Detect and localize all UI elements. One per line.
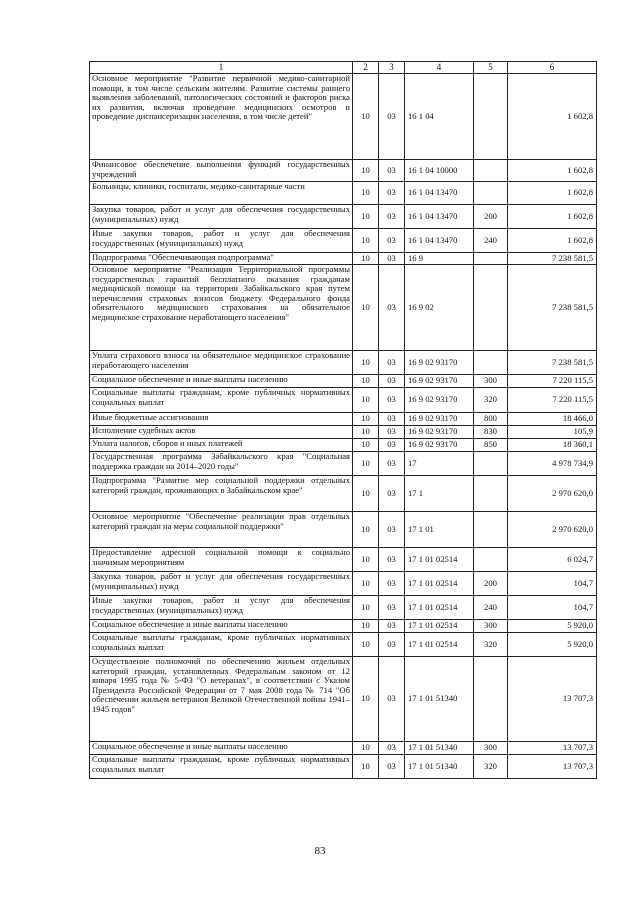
row-name: Иные закупки товаров, работ и услуг для обеспечения государственных (муниципальных) нужд: [90, 596, 353, 620]
header-cell-1: 1: [90, 62, 353, 74]
row-target-code: 17 1: [405, 476, 474, 512]
row-amount: 104,7: [508, 572, 597, 596]
page-number: 83: [314, 845, 326, 857]
row-amount: 7 220 115,5: [508, 375, 597, 388]
row-target-code: 16 1 04 13470: [405, 182, 474, 205]
row-expense-type: 800: [474, 413, 508, 426]
row-subsection: 03: [379, 375, 405, 388]
row-amount: 6 024,7: [508, 548, 597, 572]
row-section: 10: [353, 74, 379, 160]
row-amount: 1 602,8: [508, 74, 597, 160]
row-subsection: 03: [379, 351, 405, 375]
row-section: 10: [353, 413, 379, 426]
row-expense-type: [474, 548, 508, 572]
row-target-code: 17 1 01: [405, 512, 474, 548]
row-expense-type: 200: [474, 205, 508, 229]
table-row: [90, 351, 597, 375]
row-target-code: 16 9 02 93170: [405, 426, 474, 439]
row-expense-type: 320: [474, 388, 508, 413]
row-name: Основное мероприятие "Развитие первичной медико-санитарной помощи, в том числе сельским жителям. Развитие системы раннего выявления заболеваний, патологических состояний и факторов риска их развития, включая проведение медицинских осмотров и проведение диспансеризации населения, в том числе детей": [90, 74, 353, 160]
table-row: [90, 633, 597, 657]
header-cell-3: 3: [379, 62, 405, 74]
row-target-code: 16 9 02 93170: [405, 375, 474, 388]
row-amount: 7 238 581,5: [508, 253, 597, 265]
row-name: Основное мероприятие "Обеспечение реализации прав отдельных категорий граждан на меры социальной поддержки": [90, 512, 353, 548]
row-subsection: 03: [379, 452, 405, 476]
row-expense-type: 320: [474, 755, 508, 779]
row-name: Социальные выплаты гражданам, кроме публичных нормативных социальных выплат: [90, 633, 353, 657]
row-name: Социальное обеспечение и иные выплаты населению: [90, 375, 353, 388]
row-name: Подпрограмма "Развитие мер социальной поддержки отдельных категорий граждан, проживающих в Забайкальском крае": [90, 476, 353, 512]
row-expense-type: [474, 265, 508, 351]
row-subsection: 03: [379, 512, 405, 548]
row-name: Социальное обеспечение и иные выплаты населению: [90, 620, 353, 633]
row-name: Иные бюджетные ассигнования: [90, 413, 353, 426]
row-section: 10: [353, 160, 379, 182]
row-expense-type: 240: [474, 596, 508, 620]
table-row: [90, 375, 597, 388]
row-name: Предоставление адресной социальной помощи к социально значимым мероприятиям: [90, 548, 353, 572]
row-name: Финансовое обеспечение выполнения функций государственных учреждений: [90, 160, 353, 182]
row-section: 10: [353, 596, 379, 620]
row-target-code: 17 1 01 02514: [405, 620, 474, 633]
row-name: Закупка товаров, работ и услуг для обеспечения государственных (муниципальных) нужд: [90, 572, 353, 596]
row-name: Основное мероприятие "Реализация Территориальной программы государственных гарантий бесплатного оказания гражданам медицинской помощи на территории Забайкальского края путем перечисления страховых взносов бюджету Федерального фонда обязательного медицинского страхования на обязательное медицинское страхование неработающего населения": [90, 265, 353, 351]
row-amount: 2 970 620,0: [508, 476, 597, 512]
row-amount: 7 220 115,5: [508, 388, 597, 413]
row-expense-type: [474, 74, 508, 160]
table-row: [90, 512, 597, 548]
table-row: [90, 388, 597, 413]
row-amount: 1 602,8: [508, 229, 597, 253]
row-name: Иные закупки товаров, работ и услуг для обеспечения государственных (муниципальных) нужд: [90, 229, 353, 253]
row-target-code: 16 9 02 93170: [405, 351, 474, 375]
row-section: 10: [353, 388, 379, 413]
row-name: Закупка товаров, работ и услуг для обеспечения государственных (муниципальных) нужд: [90, 205, 353, 229]
row-target-code: 17: [405, 452, 474, 476]
row-amount: 1 602,8: [508, 182, 597, 205]
table-row: [90, 413, 597, 426]
table-row: [90, 572, 597, 596]
row-amount: 2 970 620,0: [508, 512, 597, 548]
row-target-code: 17 1 01 02514: [405, 633, 474, 657]
row-target-code: 16 9 02 93170: [405, 388, 474, 413]
row-amount: 13 707,3: [508, 755, 597, 779]
table-row: [90, 620, 597, 633]
row-amount: 18 360,1: [508, 439, 597, 452]
row-section: 10: [353, 426, 379, 439]
row-amount: 7 238 581,5: [508, 351, 597, 375]
row-section: 10: [353, 633, 379, 657]
row-name: Исполнение судебных актов: [90, 426, 353, 439]
row-name: Уплата налогов, сборов и иных платежей: [90, 439, 353, 452]
row-expense-type: 300: [474, 375, 508, 388]
row-expense-type: [474, 160, 508, 182]
row-name: Осуществление полномочий по обеспечению жильем отдельных категорий граждан, установленных Федеральным законом от 12 января 1995 года № 5-ФЗ "О ветеранах", в соответствии с Указом Президента Российской Федерации от 7 мая 2008 года № 714 "Об обеспечении жильем ветеранов Великой Отечественной войны 1941–1945 годов": [90, 657, 353, 742]
row-expense-type: 300: [474, 620, 508, 633]
row-subsection: 03: [379, 633, 405, 657]
table-row: [90, 755, 597, 779]
row-subsection: 03: [379, 657, 405, 742]
row-section: 10: [353, 476, 379, 512]
row-target-code: 16 1 04 13470: [405, 205, 474, 229]
row-amount: 18 466,0: [508, 413, 597, 426]
row-amount: 7 238 581,5: [508, 265, 597, 351]
row-expense-type: [474, 182, 508, 205]
row-amount: 4 978 734,9: [508, 452, 597, 476]
row-name: Социальные выплаты гражданам, кроме публичных нормативных социальных выплат: [90, 388, 353, 413]
row-expense-type: [474, 351, 508, 375]
row-target-code: 17 1 01 02514: [405, 572, 474, 596]
table-row: [90, 452, 597, 476]
row-subsection: 03: [379, 229, 405, 253]
row-subsection: 03: [379, 742, 405, 755]
row-section: 10: [353, 182, 379, 205]
row-subsection: 03: [379, 548, 405, 572]
row-target-code: 16 1 04 10000: [405, 160, 474, 182]
table-row: [90, 548, 597, 572]
row-target-code: 16 1 04: [405, 74, 474, 160]
row-expense-type: [474, 452, 508, 476]
row-section: 10: [353, 253, 379, 265]
row-subsection: 03: [379, 74, 405, 160]
row-section: 10: [353, 351, 379, 375]
table-row: [90, 742, 597, 755]
table-row: [90, 426, 597, 439]
row-subsection: 03: [379, 572, 405, 596]
table-row: [90, 253, 597, 265]
row-amount: 13 707,3: [508, 742, 597, 755]
row-expense-type: 200: [474, 572, 508, 596]
row-subsection: 03: [379, 413, 405, 426]
row-target-code: 16 9 02 93170: [405, 413, 474, 426]
row-subsection: 03: [379, 755, 405, 779]
row-expense-type: [474, 657, 508, 742]
row-subsection: 03: [379, 439, 405, 452]
row-subsection: 03: [379, 388, 405, 413]
row-subsection: 03: [379, 253, 405, 265]
row-section: 10: [353, 620, 379, 633]
row-section: 10: [353, 375, 379, 388]
row-target-code: 16 9: [405, 253, 474, 265]
table-row: [90, 476, 597, 512]
row-target-code: 16 1 04 13470: [405, 229, 474, 253]
table-row: [90, 74, 597, 160]
row-amount: 104,7: [508, 596, 597, 620]
row-expense-type: 240: [474, 229, 508, 253]
table-row: [90, 657, 597, 742]
row-amount: 105,9: [508, 426, 597, 439]
row-name: Государственная программа Забайкальского края "Социальная поддержка граждан на 2014–2020 годы": [90, 452, 353, 476]
row-subsection: 03: [379, 205, 405, 229]
row-expense-type: 830: [474, 426, 508, 439]
row-name: Подпрограмма "Обеспечивающая подпрограмма": [90, 253, 353, 265]
budget-table: [89, 61, 597, 779]
header-cell-2: 2: [353, 62, 379, 74]
row-subsection: 03: [379, 265, 405, 351]
row-name: Уплата страхового взноса на обязательное медицинское страхование неработающего населения: [90, 351, 353, 375]
row-name: Социальные выплаты гражданам, кроме публичных нормативных социальных выплат: [90, 755, 353, 779]
row-expense-type: [474, 253, 508, 265]
table-row: [90, 596, 597, 620]
row-section: 10: [353, 548, 379, 572]
row-target-code: 17 1 01 02514: [405, 548, 474, 572]
row-section: 10: [353, 439, 379, 452]
row-target-code: 17 1 01 51340: [405, 742, 474, 755]
header-cell-5: 5: [474, 62, 508, 74]
row-target-code: 17 1 01 02514: [405, 596, 474, 620]
row-section: 10: [353, 572, 379, 596]
header-cell-6: 6: [508, 62, 597, 74]
row-amount: 1 602,8: [508, 160, 597, 182]
header-row: [90, 62, 597, 74]
row-subsection: 03: [379, 182, 405, 205]
row-target-code: 17 1 01 51340: [405, 755, 474, 779]
row-section: 10: [353, 657, 379, 742]
row-expense-type: [474, 476, 508, 512]
row-subsection: 03: [379, 596, 405, 620]
row-expense-type: 300: [474, 742, 508, 755]
row-amount: 5 920,0: [508, 620, 597, 633]
row-subsection: 03: [379, 620, 405, 633]
row-target-code: 17 1 01 51340: [405, 657, 474, 742]
row-subsection: 03: [379, 476, 405, 512]
row-target-code: 16 9 02 93170: [405, 439, 474, 452]
row-subsection: 03: [379, 160, 405, 182]
table-row: [90, 265, 597, 351]
row-target-code: 16 9 02: [405, 265, 474, 351]
row-name: Больницы, клиники, госпитали, медико-санитарные части: [90, 182, 353, 205]
table-row: [90, 160, 597, 182]
row-expense-type: 320: [474, 633, 508, 657]
row-section: 10: [353, 229, 379, 253]
row-section: 10: [353, 265, 379, 351]
table-row: [90, 229, 597, 253]
row-section: 10: [353, 512, 379, 548]
row-section: 10: [353, 755, 379, 779]
row-name: Социальное обеспечение и иные выплаты населению: [90, 742, 353, 755]
row-section: 10: [353, 742, 379, 755]
row-section: 10: [353, 452, 379, 476]
row-expense-type: 850: [474, 439, 508, 452]
row-section: 10: [353, 205, 379, 229]
header-cell-4: 4: [405, 62, 474, 74]
row-expense-type: [474, 512, 508, 548]
table-row: [90, 182, 597, 205]
table-row: [90, 439, 597, 452]
row-subsection: 03: [379, 426, 405, 439]
row-amount: 1 602,8: [508, 205, 597, 229]
row-amount: 5 920,0: [508, 633, 597, 657]
row-amount: 13 707,3: [508, 657, 597, 742]
table-row: [90, 205, 597, 229]
